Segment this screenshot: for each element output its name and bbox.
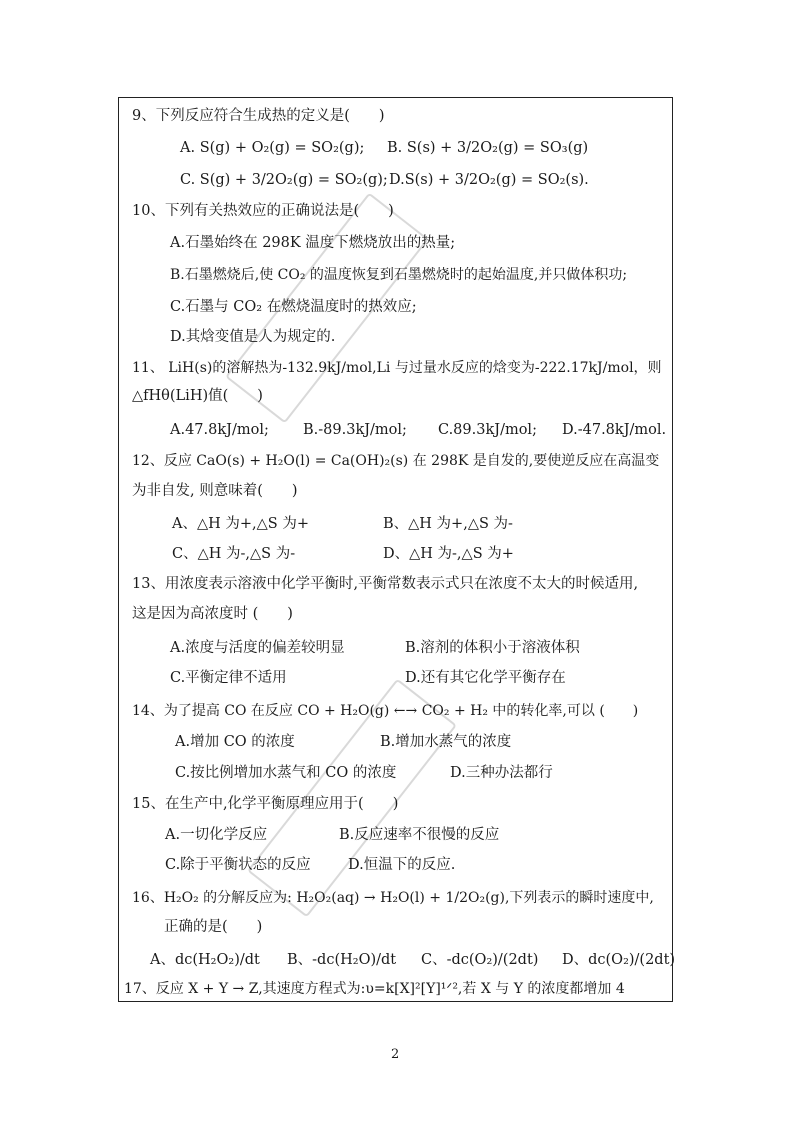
q16-option-d: D、dc(O₂)/(2dt)	[562, 952, 676, 968]
q9-option-b: B. S(s) + 3/2O₂(g) = SO₃(g)	[387, 140, 589, 156]
q13-option-a: A.浓度与活度的偏差较明显	[170, 640, 345, 656]
q9-option-c: C. S(g) + 3/2O₂(g) = SO₂(g);	[180, 172, 388, 188]
q11-option-c: C.89.3kJ/mol;	[438, 422, 537, 438]
q10-option-c: C.石墨与 CO₂ 在燃烧温度时的热效应;	[170, 299, 417, 315]
q12-stem-line2: 为非自发, 则意味着( )	[132, 483, 298, 499]
q14-option-d: D.三种办法都行	[450, 765, 553, 781]
q11-option-b: B.-89.3kJ/mol;	[303, 422, 407, 438]
q9-option-a: A. S(g) + O₂(g) = SO₂(g);	[180, 140, 365, 156]
q15-option-b: B.反应速率不很慢的反应	[339, 827, 500, 843]
q15-stem: 15、在生产中,化学平衡原理应用于( )	[132, 796, 399, 812]
q11-option-d: D.-47.8kJ/mol.	[562, 422, 667, 438]
q12-option-d: D、△H 为-,△S 为+	[383, 546, 514, 562]
q10-option-a: A.石墨始终在 298K 温度下燃烧放出的热量;	[170, 235, 456, 251]
q12-option-b: B、△H 为+,△S 为-	[383, 516, 513, 532]
q16-option-c: C、-dc(O₂)/(2dt)	[421, 952, 539, 968]
q16-option-a: A、dc(H₂O₂)/dt	[150, 952, 260, 968]
q9-option-d: D.S(s) + 3/2O₂(g) = SO₂(s).	[389, 172, 589, 188]
q15-option-a: A.一切化学反应	[165, 827, 268, 843]
q16-stem-line1: 16、H₂O₂ 的分解反应为: H₂O₂(aq) → H₂O(l) + 1/2O₂(g),下列表示的瞬时速度中,	[132, 890, 654, 906]
q13-stem-line2: 这是因为高浓度时 ( )	[132, 606, 293, 622]
q13-option-d: D.还有其它化学平衡存在	[405, 670, 566, 686]
q15-option-d: D.恒温下的反应.	[348, 857, 456, 873]
q10-option-b: B.石墨燃烧后,使 CO₂ 的温度恢复到石墨燃烧时的起始温度,并只做体积功;	[170, 267, 628, 283]
q11-option-a: A.47.8kJ/mol;	[170, 422, 269, 438]
page-number: 2	[391, 1047, 400, 1062]
q10-stem: 10、下列有关热效应的正确说法是( )	[132, 203, 394, 219]
q12-option-a: A、△H 为+,△S 为+	[172, 516, 309, 532]
q11-stem-line2: △fHθ(LiH)值( )	[132, 388, 263, 404]
q16-stem-line2: 正确的是( )	[164, 919, 263, 935]
q13-option-b: B.溶剂的体积小于溶液体积	[405, 640, 580, 656]
q10-option-d: D.其焓变值是人为规定的.	[170, 329, 336, 345]
q13-option-c: C.平衡定律不适用	[170, 670, 287, 686]
q14-option-c: C.按比例增加水蒸气和 CO 的浓度	[175, 765, 397, 781]
q12-option-c: C、△H 为-,△S 为-	[172, 546, 296, 562]
q14-option-a: A.增加 CO 的浓度	[175, 734, 295, 750]
q13-stem-line1: 13、用浓度表示溶液中化学平衡时,平衡常数表示式只在浓度不太大的时候适用,	[132, 576, 639, 592]
q14-stem: 14、为了提高 CO 在反应 CO + H₂O(g) ←→ CO₂ + H₂ 中的转化率,可以 ( )	[132, 703, 639, 719]
q17-stem-line1: 17、反应 X + Y → Z,其速度方程式为:υ=k[X]²[Y]¹ᐟ²,若 X 与 Y 的浓度都增加 4	[124, 981, 625, 997]
q11-stem-line1: 11、 LiH(s)的溶解热为-132.9kJ/mol,Li 与过量水反应的焓变为-222.17kJ/mol，则	[132, 360, 662, 376]
q12-stem-line1: 12、反应 CaO(s) + H₂O(l) = Ca(OH)₂(s) 在 298K 是自发的,要使逆反应在高温变	[132, 453, 660, 469]
q16-option-b: B、-dc(H₂O)/dt	[287, 952, 397, 968]
q15-option-c: C.除于平衡状态的反应	[165, 857, 311, 873]
q9-stem: 9、下列反应符合生成热的定义是( )	[132, 108, 385, 124]
q14-option-b: B.增加水蒸气的浓度	[380, 734, 512, 750]
